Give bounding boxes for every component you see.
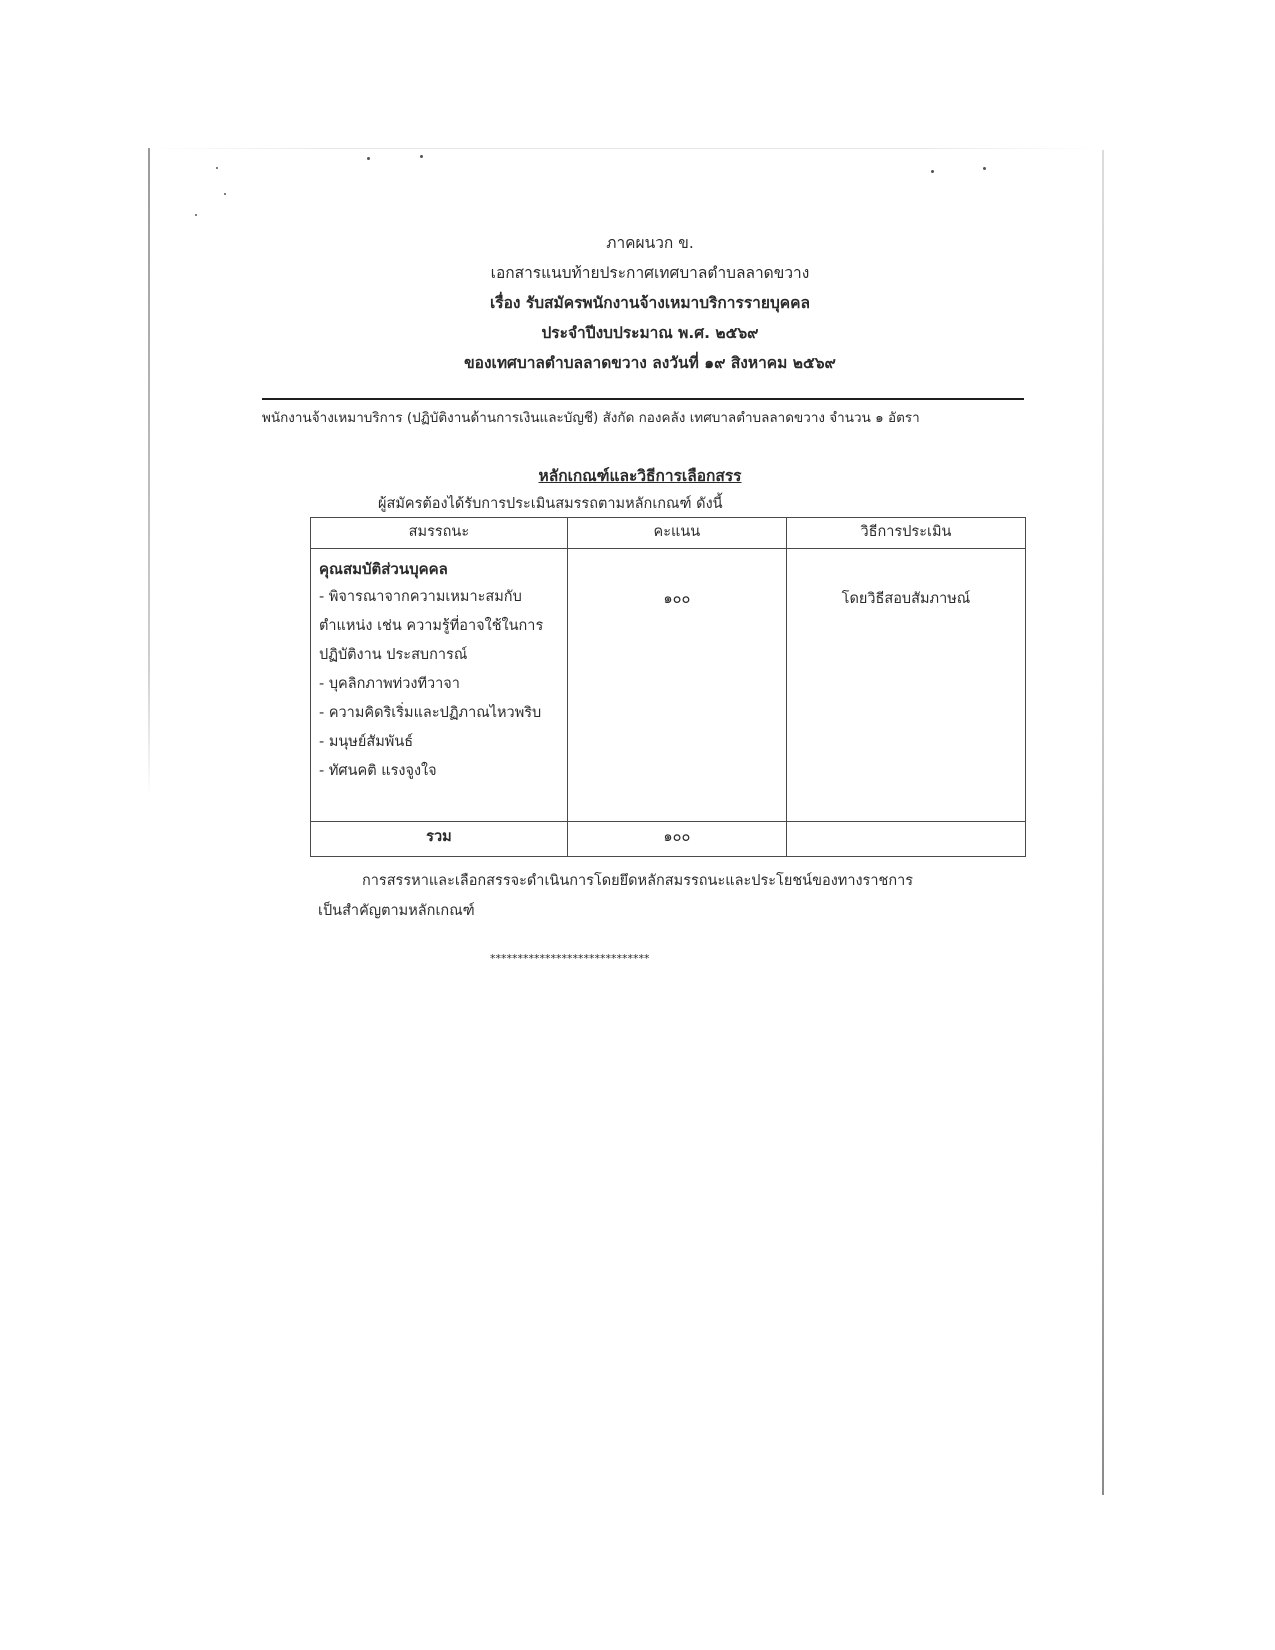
scan-speck bbox=[983, 167, 986, 170]
criteria-item: - ความคิดริเริ่มและปฏิภาณไหวพริบ bbox=[319, 705, 542, 721]
document-header bbox=[300, 228, 1000, 378]
end-of-document-mark: ***************************** bbox=[490, 952, 650, 965]
criteria-item: - มนุษย์สัมพันธ์ bbox=[319, 734, 414, 750]
header-score: คะแนน bbox=[567, 518, 786, 549]
scan-speck bbox=[420, 155, 423, 158]
date-line: ของเทศบาลตำบลลาดขวาง ลงวันที่ ๑๙ สิงหาคม ๒๕๖๙ bbox=[464, 354, 836, 372]
scan-speck bbox=[195, 214, 197, 216]
header-competency: สมรรถนะ bbox=[311, 518, 568, 549]
subject-line: เรื่อง รับสมัครพนักงานจ้างเหมาบริการรายบุคคล bbox=[489, 294, 811, 312]
group-title: คุณสมบัติส่วนบุคคล bbox=[319, 560, 448, 578]
criteria-item: ปฏิบัติงาน ประสบการณ์ bbox=[319, 647, 468, 663]
header-divider bbox=[262, 398, 1024, 400]
attachment-title: เอกสารแนบท้ายประกาศเทศบาลตำบลลาดขวาง bbox=[490, 264, 810, 282]
scan-speck bbox=[367, 157, 370, 160]
method-cell: โดยวิธีสอบสัมภาษณ์ bbox=[786, 549, 1025, 822]
fiscal-year-line: ประจำปีงบประมาณ พ.ศ. ๒๕๖๙ bbox=[541, 324, 759, 342]
total-label: รวม bbox=[311, 822, 568, 857]
scan-page-edge-right bbox=[1102, 150, 1104, 1495]
criteria-item: - ทัศนคติ แรงจูงใจ bbox=[319, 763, 437, 779]
table-header-row bbox=[311, 518, 1026, 549]
criteria-table bbox=[310, 517, 1026, 857]
appendix-label: ภาคผนวก ข. bbox=[606, 234, 694, 252]
section-title: หลักเกณฑ์และวิธีการเลือกสรร bbox=[538, 467, 742, 485]
header-method: วิธีการประเมิน bbox=[786, 518, 1025, 549]
scan-speck bbox=[931, 170, 934, 173]
competency-cell bbox=[311, 549, 568, 822]
total-row bbox=[311, 822, 1026, 857]
intro-text: ผู้สมัครต้องได้รับการประเมินสมรรถตามหลักเกณฑ์ ดังนี้ bbox=[378, 496, 723, 512]
score-cell: ๑๐๐ bbox=[567, 549, 786, 822]
scan-speck bbox=[224, 193, 226, 195]
scan-page-edge-left bbox=[148, 148, 150, 798]
criteria-item: ตำแหน่ง เช่น ความรู้ที่อาจใช้ในการ bbox=[319, 618, 544, 634]
total-score: ๑๐๐ bbox=[567, 822, 786, 857]
total-method-empty bbox=[786, 822, 1025, 857]
scan-page-edge-top bbox=[150, 148, 1100, 149]
scan-speck bbox=[216, 167, 218, 169]
closing-line-1: การสรรหาและเลือกสรรจะดำเนินการโดยยึดหลักสมรรถนะและประโยชน์ของทางราชการ bbox=[362, 873, 914, 889]
criteria-item: - บุคลิกภาพท่วงทีวาจา bbox=[319, 676, 460, 692]
table-row bbox=[311, 549, 1026, 822]
closing-line-2: เป็นสำคัญตามหลักเกณฑ์ bbox=[318, 903, 475, 919]
criteria-item: - พิจารณาจากความเหมาะสมกับ bbox=[319, 589, 522, 605]
closing-paragraph bbox=[318, 866, 1028, 926]
position-description: พนักงานจ้างเหมาบริการ (ปฏิบัติงานด้านการเงินและบัญชี) สังกัด กองคลัง เทศบาลตำบลลาดขวาง จำนวน ๑ อัตรา bbox=[262, 410, 920, 426]
